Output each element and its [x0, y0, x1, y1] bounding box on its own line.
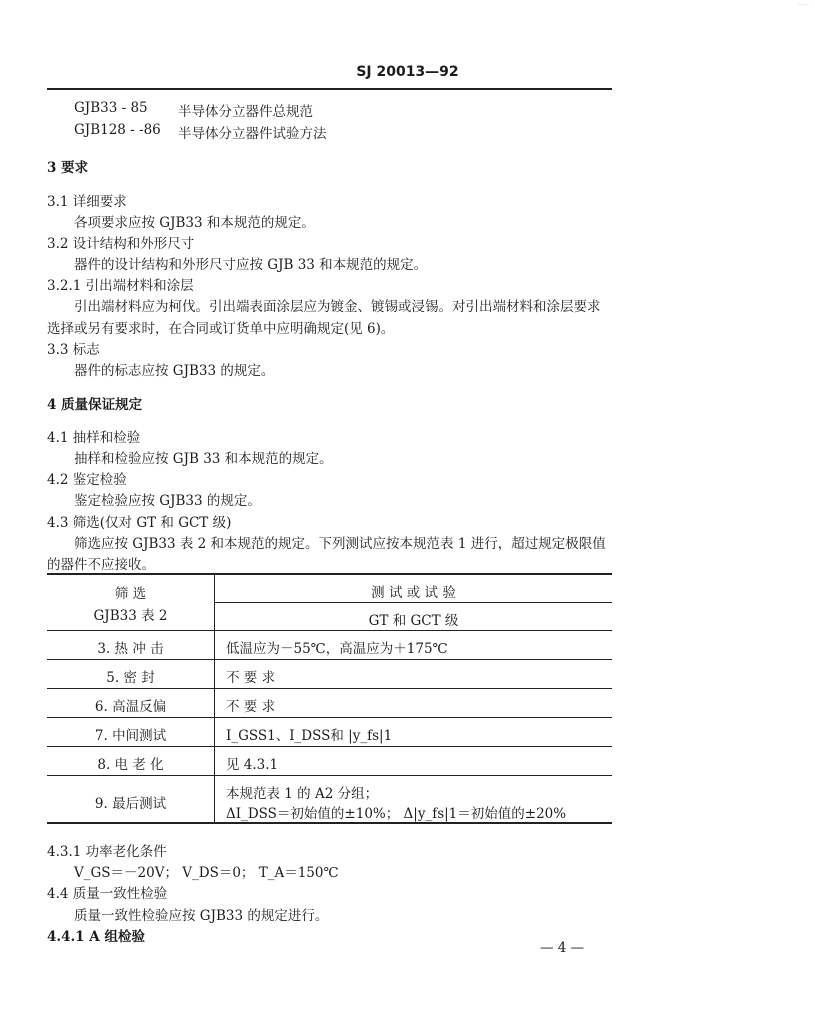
- section-3-2-body: 器件的设计结构和外形尺寸应按 GJB 33 和本规范的规定。: [74, 257, 428, 273]
- table-header-subrule: [214, 602, 612, 603]
- document-code: SJ 20013—92: [356, 64, 459, 80]
- section-4-1-body: 抽样和检验应按 GJB 33 和本规范的规定。: [74, 451, 333, 467]
- section-4-4-body: 质量一致性检验应按 GJB33 的规定进行。: [74, 908, 329, 924]
- table-row-rule: [47, 775, 612, 776]
- table-cell-screen: 5. 密 封: [106, 670, 155, 686]
- section-4-2-title: 4.2 鉴定检验: [47, 472, 127, 488]
- section-3-heading: 3 要求: [47, 160, 89, 176]
- table-header-test: 测 试 或 试 验: [371, 585, 456, 601]
- table-row-rule: [47, 630, 612, 631]
- section-3-2-1-title: 3.2.1 引出端材料和涂层: [47, 278, 194, 294]
- section-3-1-body: 各项要求应按 GJB33 和本规范的规定。: [74, 215, 315, 231]
- section-4-1-title: 4.1 抽样和检验: [47, 430, 141, 446]
- table-top-rule: [47, 573, 612, 575]
- section-4-3-body-1: 筛选应按 GJB33 表 2 和本规范的规定。下列测试应按本规范表 1 进行，超过规定极限值: [74, 536, 606, 552]
- table-bottom-rule: [47, 822, 612, 824]
- section-4-3-title: 4.3 筛选(仅对 GT 和 GCT 级): [47, 515, 232, 531]
- table-cell-requirement: 不 要 求: [226, 699, 276, 715]
- table-cell-screen: 9. 最后测试: [94, 796, 167, 812]
- page-number: — 4 —: [540, 940, 585, 956]
- table-header-grade: GT 和 GCT 级: [368, 613, 459, 629]
- section-4-3-body-2: 的器件不应接收。: [47, 557, 155, 573]
- table-row-rule: [47, 717, 612, 718]
- section-4-heading: 4 质量保证规定: [47, 397, 143, 413]
- section-3-2-1-body-2: 选择或另有要求时，在合同或订货单中应明确规定(见 6)。: [47, 321, 395, 337]
- table-cell-requirement: 本规范表 1 的 A2 分组；: [226, 786, 379, 802]
- table-cell-screen: 6. 高温反偏: [94, 699, 167, 715]
- section-4-2-body: 鉴定检验应按 GJB33 的规定。: [74, 493, 261, 509]
- corner-mark: ·········: [797, 2, 809, 7]
- section-3-3-title: 3.3 标志: [47, 342, 100, 358]
- table-cell-requirement: 不 要 求: [226, 670, 276, 686]
- section-3-1-title: 3.1 详细要求: [47, 194, 127, 210]
- ref-code-1: GJB33 - 85: [74, 100, 148, 116]
- ref-title-1: 半导体分立器件总规范: [178, 104, 313, 120]
- table-cell-screen: 3. 热 冲 击: [97, 641, 164, 657]
- table-cell-requirement: 低温应为－55℃，高温应为＋175℃: [226, 641, 448, 657]
- table-cell-screen: 8. 电 老 化: [97, 757, 164, 773]
- table-cell-requirement: I_GSS1、I_DSS和 |y_fs|1: [226, 728, 393, 744]
- table-row-rule: [47, 746, 612, 747]
- table-header-screen-ref: GJB33 表 2: [93, 608, 168, 624]
- header-rule: [47, 88, 612, 90]
- section-4-4-1-title: 4.4.1 A 组检验: [47, 929, 145, 945]
- table-cell-requirement-line-2: ΔI_DSS＝初始值的±10%； Δ|y_fs|1＝初始值的±20%: [226, 806, 567, 822]
- table-row-rule: [47, 688, 612, 689]
- section-4-4-title: 4.4 质量一致性检验: [47, 886, 168, 902]
- ref-title-2: 半导体分立器件试验方法: [178, 126, 327, 142]
- table-cell-requirement: 见 4.3.1: [226, 757, 279, 773]
- section-4-3-1-title: 4.3.1 功率老化条件: [47, 844, 167, 860]
- section-3-2-1-body-1: 引出端材料应为柯伐。引出端表面涂层应为镀金、镀锡或浸锡。对引出端材料和涂层要求: [74, 299, 601, 315]
- section-4-3-1-body: V_GS＝－20V； V_DS＝0； T_A＝150℃: [74, 865, 339, 881]
- table-header-screen: 筛 选: [114, 586, 147, 602]
- table-cell-screen: 7. 中间测试: [94, 728, 167, 744]
- section-3-3-body: 器件的标志应按 GJB33 的规定。: [74, 363, 275, 379]
- table-row-rule: [47, 659, 612, 660]
- ref-code-2: GJB128 - -86: [74, 122, 161, 138]
- section-3-2-title: 3.2 设计结构和外形尺寸: [47, 236, 195, 252]
